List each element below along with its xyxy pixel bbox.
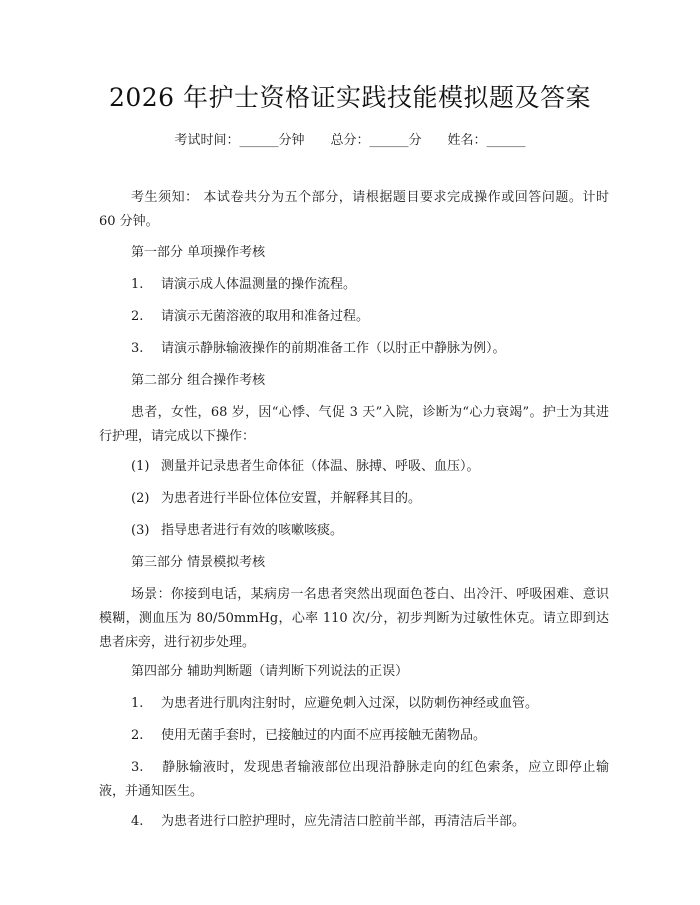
part2-heading: 第二部分 组合操作考核 (131, 373, 266, 388)
part3-scenario: 场景：你接到电话，某病房一名患者突然出现面色苍白、出冷汗、呼吸困难、意识模糊，测血压为 80/50mmHg，心率 110 次/分，初步判断为过敏性休克。请立即到达患者床旁，进行初步处理。 (99, 587, 609, 650)
exam-info-line (0, 131, 700, 151)
item-number: (3) (131, 523, 150, 538)
item-text: 使用无菌手套时，已接触过的内面不应再接触无菌物品。 (161, 728, 487, 743)
part4-item-3 (99, 756, 609, 804)
part1-item-3 (131, 337, 506, 361)
document-title: 2026 年护士资格证实践技能模拟题及答案 (108, 83, 592, 112)
total-score-field: 总分：______分 (330, 133, 422, 148)
item-number: 3. (131, 760, 144, 775)
item-text: 指导患者进行有效的咳嗽咳痰。 (161, 523, 344, 538)
part2-case: 患者，女性，68 岁，因“心悸、气促 3 天”入院，诊断为“心力衰竭”。护士为其进行护理，请完成以下操作： (99, 405, 609, 444)
part1-item-2 (131, 305, 369, 329)
item-text: 为患者进行半卧位体位安置，并解释其目的。 (161, 491, 422, 506)
name-field: 姓名：______ (447, 133, 526, 148)
exam-notice: 考生须知： 本试卷共分为五个部分，请根据题目要求完成操作或回答问题。计时 60 分钟。 (99, 190, 609, 229)
part2-item-1 (131, 455, 480, 479)
item-text: 为患者进行口腔护理时，应先清洁口腔前半部，再清洁后半部。 (161, 814, 526, 829)
item-text: 请演示静脉输液操作的前期准备工作（以肘正中静脉为例）。 (161, 341, 506, 356)
part4-item-4 (131, 810, 525, 834)
part4-item-2 (131, 724, 486, 748)
item-text: 请演示无菌溶液的取用和准备过程。 (161, 309, 370, 324)
part1-item-1 (131, 273, 356, 297)
part4-heading: 第四部分 辅助判断题（请判断下列说法的正误） (131, 664, 409, 679)
item-text: 测量并记录患者生命体征（体温、脉搏、呼吸、血压）。 (161, 459, 480, 474)
part2-item-3 (131, 519, 343, 543)
item-number: (2) (131, 491, 150, 506)
item-text: 静脉输液时，发现患者输液部位出现沿静脉走向的红色索条，应立即停止输液，并通知医生。 (99, 760, 609, 799)
part1-heading: 第一部分 单项操作考核 (131, 245, 266, 260)
item-number: 1. (131, 277, 144, 292)
item-text: 为患者进行肌肉注射时，应避免刺入过深，以防刺伤神经或血管。 (161, 696, 539, 711)
part2-item-2 (131, 487, 421, 511)
item-number: (1) (131, 459, 150, 474)
exam-time-field: 考试时间：______分钟 (174, 133, 305, 148)
part4-item-1 (131, 692, 538, 716)
item-text: 请演示成人体温测量的操作流程。 (161, 277, 357, 292)
item-number: 2. (131, 309, 144, 324)
item-number: 4. (131, 814, 144, 829)
item-number: 3. (131, 341, 144, 356)
part3-heading: 第三部分 情景模拟考核 (131, 555, 266, 570)
item-number: 2. (131, 728, 144, 743)
item-number: 1. (131, 696, 144, 711)
